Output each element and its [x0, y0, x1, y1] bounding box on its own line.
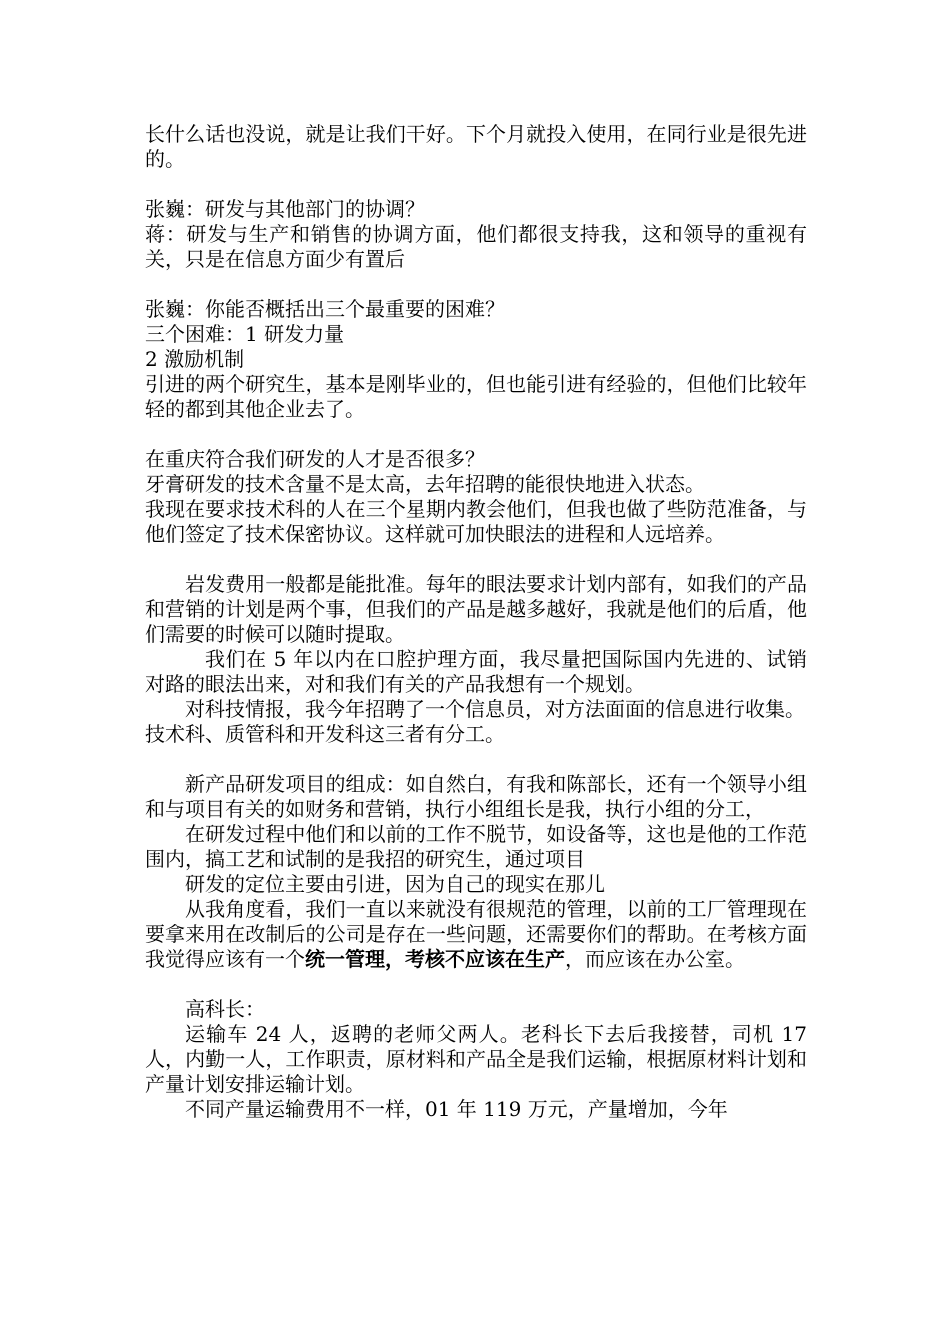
blank-line [145, 272, 807, 297]
bold-emphasis: 统一管理，考核不应该在生产 [305, 947, 565, 971]
paragraph: 张巍：研发与其他部门的协调？ [145, 197, 425, 221]
paragraph: 蒋：研发与生产和销售的协调方面，他们都很支持我，这和领导的重视有关，只是在信息方面少有置后 [145, 222, 807, 271]
paragraph [145, 897, 807, 972]
paragraph: 三个困难：1 研发力量 [145, 322, 345, 346]
paragraph: 2 激励机制 [145, 347, 245, 371]
paragraph: 不同产量运输费用不一样，01 年 119 万元，产量增加，今年 [185, 1097, 728, 1121]
paragraph: 高科长： [185, 997, 265, 1021]
paragraph: 长什么话也没说，就是让我们干好。下个月就投入使用，在同行业是很先进的。 [145, 122, 807, 171]
paragraph: 在重庆符合我们研发的人才是否很多？ [145, 447, 485, 471]
paragraph: 我们在 5 年以内在口腔护理方面，我尽量把国际国内先进的、试销对路的眼法出来，对和我们有关的产品我想有一个规划。 [145, 647, 807, 696]
paragraph-text: ，而应该在办公室。 [565, 947, 745, 971]
paragraph: 技术科、质管科和开发科这三者有分工。 [145, 722, 505, 746]
paragraph: 对科技情报，我今年招聘了一个信息员，对方法面面的信息进行收集。 [185, 697, 805, 721]
paragraph: 运输车 24 人，返聘的老师父两人。老科长下去后我接替，司机 17 人，内勤一人，工作职责，原材料和产品全是我们运输，根据原材料计划和产量计划安排运输计划。 [145, 1022, 807, 1096]
blank-line [145, 547, 807, 572]
blank-line [145, 972, 807, 997]
paragraph: 我现在要求技术科的人在三个星期内教会他们，但我也做了些防范准备，与他们签定了技术保密协议。这样就可加快眼法的进程和人远培养。 [145, 497, 807, 546]
blank-line [145, 747, 807, 772]
paragraph-text: 从我角度看，我们一直以来就没有很规范的管理，以前的工厂管理现在要拿来用在改制后的公司是存在一些问题，还需要你们的帮助。在考核方面我觉得应该有一个 [145, 897, 807, 971]
paragraph: 张巍：你能否概括出三个最重要的困难？ [145, 297, 505, 321]
paragraph: 牙膏研发的技术含量不是太高，去年招聘的能很快地进入状态。 [145, 472, 705, 496]
paragraph: 引进的两个研究生，基本是刚毕业的，但也能引进有经验的，但他们比较年轻的都到其他企业去了。 [145, 372, 807, 421]
paragraph: 在研发过程中他们和以前的工作不脱节，如设备等，这也是他的工作范围内，搞工艺和试制的是我招的研究生，通过项目 [145, 822, 807, 871]
blank-line [145, 422, 807, 447]
document-body [145, 122, 807, 1122]
paragraph: 研发的定位主要由引进，因为自己的现实在那儿 [185, 872, 605, 896]
blank-line [145, 172, 807, 197]
paragraph: 岩发费用一般都是能批准。每年的眼法要求计划内部有，如我们的产品和营销的计划是两个事，但我们的产品是越多越好，我就是他们的后盾，他们需要的时候可以随时提取。 [145, 572, 807, 646]
paragraph: 新产品研发项目的组成：如自然白，有我和陈部长，还有一个领导小组和与项目有关的如财务和营销，执行小组组长是我，执行小组的分工， [145, 772, 807, 821]
